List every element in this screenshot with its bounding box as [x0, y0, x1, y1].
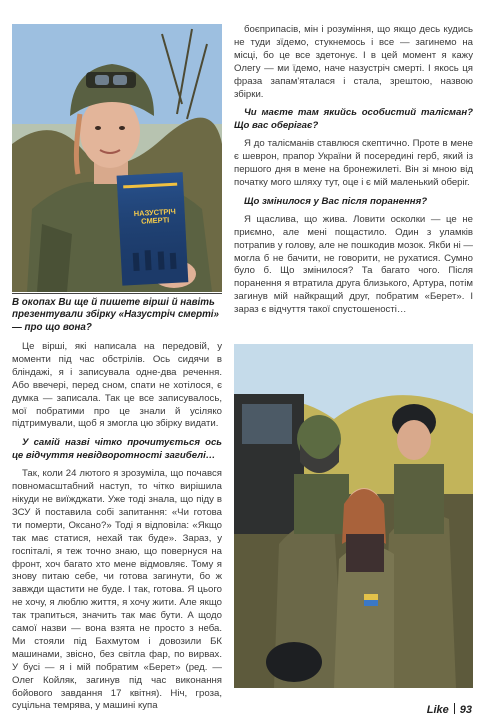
page-number: 93 [459, 704, 472, 716]
interview-question: Що змінилося у Вас після поранення? [244, 195, 428, 207]
paragraph: Я щаслива, що жива. Ловити осколки — це не приємно, але мені пощастило. Один з уламків потрапив у голову, але не пошкодив мозок. Якби ні — могла б не бачити, не говорити, не рухатися. Сумно було б. Що змінилося? Та багато чого. Після поранення я втратила друга близького, Артура, потім загинув мій найкращий друг, побратим «Берет». І зараз є відчуття такої спустошеності… [234, 213, 473, 316]
magazine-brand: Like [426, 704, 449, 716]
page-footer [427, 703, 472, 716]
interview-question: У самій назві чітко прочитується ось це відчуття невідворотності загибелі… [12, 437, 222, 462]
right-text-column [234, 24, 473, 323]
soldier-with-book-photo [12, 24, 222, 292]
photo-illustration [12, 24, 222, 292]
paragraph: Я до талісманів ставлюся скептично. Проте в мене є шеврон, прапор України й посередині герб, який із першого дня в мене на бронежилеті. Він зі мною від початку мого шляху тут, оце і є мій маленький оберіг. [234, 138, 473, 188]
footer-divider [454, 703, 455, 714]
caption-rule [12, 293, 222, 294]
left-text-column [12, 341, 222, 719]
paragraph: Це вірші, які написала на передовій, у моменти під час обстрілів. Ось сидячи в бліндажі, я і записувала одне-два речення. Або ввечері, перед сном, спати не хотілося, є думка — записала. Так це все записувалось, мої побратими про це знали й усіляко підтримували, щоб я змогла цю збірку видати. [12, 341, 222, 430]
soldiers-group-photo [234, 344, 473, 688]
photo-illustration [234, 344, 473, 688]
interview-question: Чи маєте там якийсь особистий талісман? Що вас оберігає? [234, 107, 473, 132]
paragraph: боєприпасів, мін і розуміння, що якщо десь кудись не туди зїдемо, стукнемось і все — загинемо на місці, бо це все здетонує. І в цей момент я кажу Олегу — ми їдемо, наче назустріч смерті. І якось ця фраза запам'яталася і стала, зрештою, назвою збірки. [234, 24, 473, 100]
book-title: НАЗУСТРІЧ СМЕРТІ [133, 206, 177, 226]
photo-caption: В окопах Ви ще й пишете вірші й навіть презентували збірку «Назустріч смерті» — про що вона? [12, 297, 219, 333]
paragraph: Так, коли 24 лютого я зрозуміла, що почався повномасштабний наступ, то чітко вирішила нікуди не виїжджати. Уже тоді знала, що піду в ЗСУ й поставила собі запитання: «Чи готова ти померти, Оксано?» Тоді я відповіла: «Якщо так має статися, нехай так буде». Зараз, у госпіталі, я теж точно знаю, що повернуся на фронт, хоч багато хто мене відмовляє. Тому я знову питаю себе, чи готова загинути, бо ж завжди щастити не буде. І так, готова. Я цього не хочу, я люблю життя, я хочу жити. Але якщо так трапиться, значить так має бути. А щодо самої назви — вона взята не просто з неба. Ми стояли під Бахмутом і довозили БК машинами, звісно, без світла фар, по вирвах. У бусі — я і мій побратим «Берет» (ред. — Олег Койляк, загинув під час виконання бойового завдання 17 квітня). Ніч, гроза, суцільна темрява, у машині купа [12, 468, 222, 712]
